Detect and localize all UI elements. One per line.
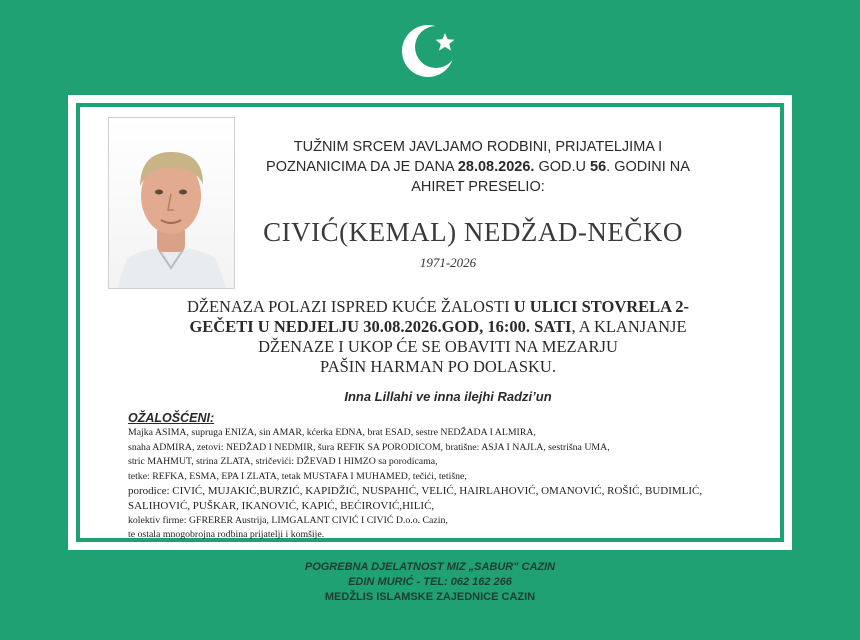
announcement-intro bbox=[248, 137, 708, 197]
crescent-star-icon bbox=[400, 20, 460, 80]
intro-line: AHIRET PRESELIO: bbox=[411, 179, 545, 195]
intro-line: POZNANICIMA DA JE DANA 28.08.2026. GOD.U 56. GODINI NA bbox=[266, 159, 690, 175]
life-years: 1971-2026 bbox=[419, 255, 477, 270]
mourner-line: snaha ADMIRA, zetovi: NEDŽAD I NEDMIR, šura REFIK SA PORODICOM, bratišne: ASJA I NAJLA, sestrišna UMA, bbox=[128, 441, 610, 453]
prayer-text: Inna Lillahi ve inna ilejhi Radzi’un bbox=[344, 389, 552, 404]
mourner-line: SALIHOVIĆ, PUŠKAR, IKANOVIĆ, KAPIĆ, BEĆIROVIĆ,HILIĆ, bbox=[128, 499, 435, 512]
footer-line: MEDŽLIS ISLAMSKE ZAJEDNICE CAZIN bbox=[324, 591, 536, 603]
funeral-line: PAŠIN HARMAN PO DOLASKU. bbox=[320, 357, 556, 376]
mourner-line: Majka ASIMA, supruga ENIZA, sin AMAR, kćerka EDNA, brat ESAD, sestre NEDŽADA I ALMIRA, bbox=[128, 427, 536, 438]
funeral-line: DŽENAZA POLAZI ISPRED KUĆE ŽALOSTI U ULICI STOVRELA 2- bbox=[186, 297, 690, 316]
mourners-list bbox=[128, 411, 768, 543]
death-date: 28.08.2026. bbox=[457, 159, 535, 175]
obituary-card bbox=[68, 95, 792, 550]
mourner-line: te ostala mnogobrojna rodbina prijatelji i komšije. bbox=[128, 529, 325, 541]
mourner-line: stric MAHMUT, strina ZLATA, stričevići: DŽEVAD I HIMZO sa porodicama, bbox=[128, 456, 438, 468]
deceased-name: CIVIĆ(KEMAL) NEDŽAD-NEČKO bbox=[263, 217, 683, 247]
mourner-line: tetke: REFKA, ESMA, EPA I ZLATA, tetak MUSTAFA I MUHAMED, tečići, tetišne, bbox=[128, 470, 467, 482]
mourner-line: porodice: CIVIĆ, MUJAKIĆ,BURZIĆ, KAPIDŽIĆ, NUSPAHIĆ, VELIĆ, HAIRLAHOVIĆ, OMANOVIĆ, ROŠIĆ, BUDIMLIĆ, bbox=[128, 485, 703, 498]
mourner-line: kolektiv firme: GFRERER Austrija, LIMGALANT CIVIĆ I CIVIĆ D.o.o. Cazin, bbox=[128, 514, 448, 526]
footer-line: POGREBNA DJELATNOST MIZ „SABUR" CAZIN bbox=[304, 561, 556, 573]
funeral-line: DŽENAZE I UKOP ĆE SE OBAVITI NA MEZARJU bbox=[258, 337, 618, 356]
funeral-line: GEČETI U NEDJELJU 30.08.2026.GOD, 16:00. SATI, A KLANJANJE bbox=[189, 317, 687, 336]
mourners-heading: OŽALOŠĆENI: bbox=[128, 411, 215, 425]
intro-line: TUŽNIM SRCEM JAVLJAMO RODBINI, PRIJATELJIMA I bbox=[293, 139, 663, 155]
portrait-photo bbox=[108, 117, 235, 289]
footer-line: EDIN MURIĆ - TEL: 062 162 266 bbox=[348, 576, 512, 588]
funeral-service-footer bbox=[130, 560, 730, 605]
age: 56 bbox=[590, 159, 607, 175]
funeral-details bbox=[138, 297, 738, 377]
